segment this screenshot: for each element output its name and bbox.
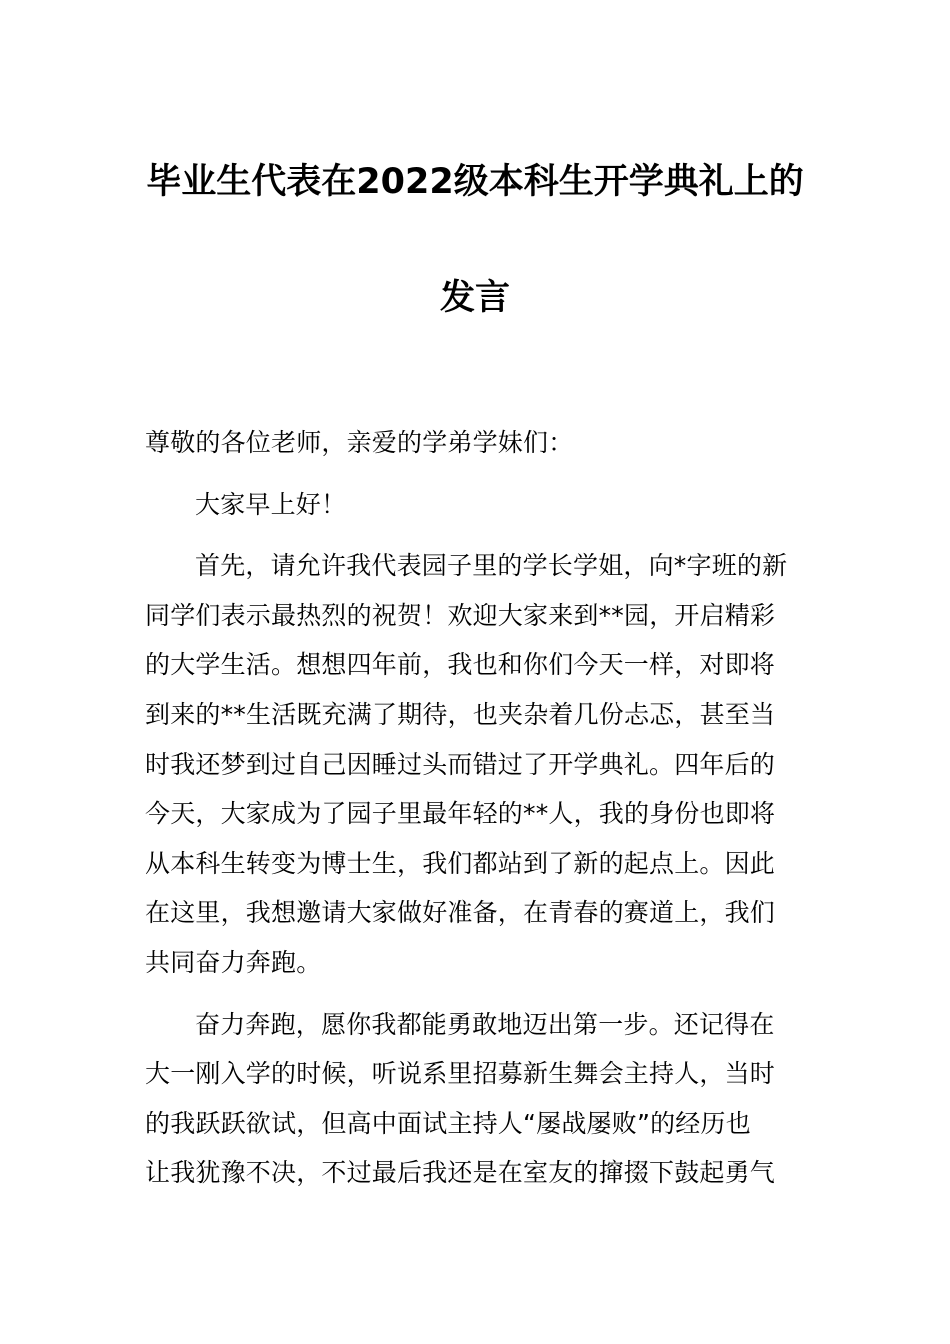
paragraph-line: 大一刚入学的时候，听说系里招募新生舞会主持人，当时 bbox=[145, 1059, 776, 1089]
paragraph-line: 奋力奔跑，愿你我都能勇敢地迈出第一步。还记得在 bbox=[195, 1009, 775, 1039]
paragraph-2 bbox=[145, 1000, 807, 1198]
paragraph-line: 在这里，我想邀请大家做好准备，在青春的赛道上，我们 bbox=[145, 898, 776, 928]
paragraph-line: 今天，大家成为了园子里最年轻的**人，我的身份也即将 bbox=[145, 799, 776, 829]
paragraph-line: 的大学生活。想想四年前，我也和你们今天一样，对即将 bbox=[145, 650, 776, 680]
paragraph-line: 让我犹豫不决，不过最后我还是在室友的撺掇下鼓起勇气 bbox=[145, 1158, 776, 1188]
paragraph-line: 首先，请允许我代表园子里的学长学姐，向*字班的新 bbox=[195, 551, 788, 581]
salutation: 尊敬的各位老师，亲爱的学弟学妹们： bbox=[145, 428, 574, 457]
paragraph-line: 到来的**生活既充满了期待，也夹杂着几份忐忑，甚至当 bbox=[145, 699, 776, 729]
paragraph-line: 从本科生转变为博士生，我们都站到了新的起点上。因此 bbox=[145, 848, 776, 878]
paragraph-1 bbox=[145, 541, 807, 987]
greeting: 大家早上好！ bbox=[195, 489, 347, 519]
document-body bbox=[145, 418, 807, 1210]
document-title-line-1: 毕业生代表在2022级本科生开学典礼上的 bbox=[146, 162, 804, 202]
paragraph-line: 的我跃跃欲试，但高中面试主持人“屡战屡败”的经历也 bbox=[145, 1108, 751, 1138]
document-title-line-2: 发言 bbox=[439, 278, 510, 318]
paragraph-line: 时我还梦到过自己因睡过头而错过了开学典礼。四年后的 bbox=[145, 749, 776, 779]
paragraph-line: 共同奋力奔跑。 bbox=[145, 947, 322, 977]
paragraph-line: 同学们表示最热烈的祝贺！欢迎大家来到**园，开启精彩 bbox=[145, 600, 776, 630]
